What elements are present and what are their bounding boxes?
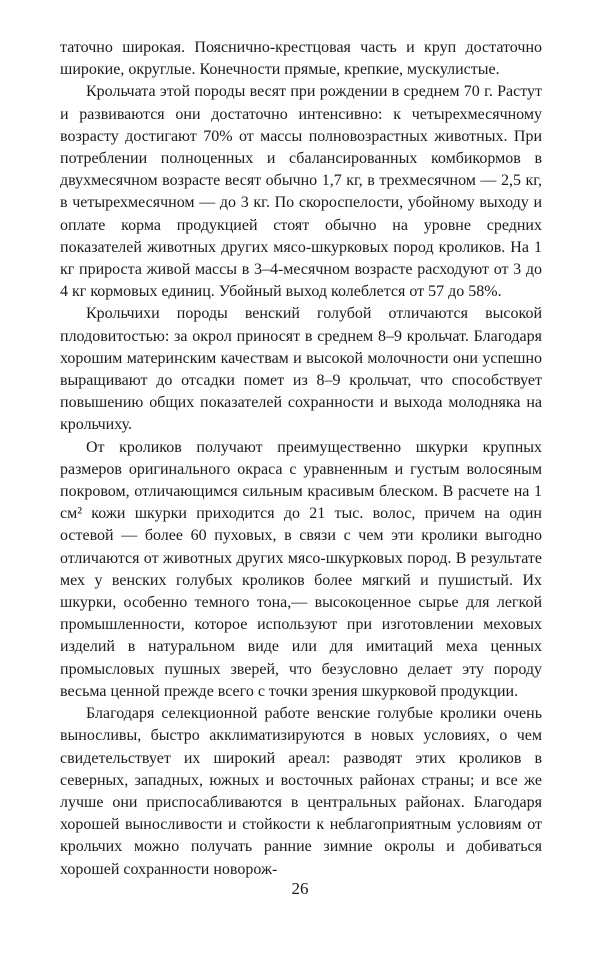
paragraph-pelts: От кроликов получают преимущественно шкурки крупных размеров оригинального окраса с уравненным и густым волосяным покровом, отличающимся сильным красивым блеском. В расчете на 1 см² кожи шкурки приходится до 21 тыс. волос, причем на один остевой — более 60 пуховых, в связи с чем эти кролики выгодно отличаются от животных других мясо-шкурковых пород. В результате мех у венских голубых кроликов более мягкий и пушистый. Их шкурки, особенно темного тона,— высокоценное сырье для легкой промышленности, которое используют при изготовлении меховых изделий в натуральном виде или для имитаций меха ценных промысловых пушных зверей, что безусловно делает эту породу весьма ценной прежде всего с точки зрения шкурковой продукции.: [60, 438, 542, 700]
paragraph-continued: таточно широкая. Пояснично-крестцовая часть и круп достаточно широкие, округлые. Конечности прямые, крепкие, мускулистые.: [60, 39, 542, 79]
paragraph-endurance: Благодаря селекционной работе венские голубые кролики очень выносливы, быстро акклиматизируются в новых условиях, о чем свидетельствует их широкий ареал: разводят этих кроликов в северных, западных, южных и восточных районах страны; и все же лучше они приспосабливаются в центральных районах. Благодаря хорошей выносливости и стойкости к неблагоприятным условиям от крольчих можно получать ранние зимние окролы и добиваться хорошей сохранности новорож-: [60, 705, 542, 878]
page-number: 26: [291, 879, 309, 898]
paragraph-rabbit-weight: Крольчата этой породы весят при рождении в среднем 70 г. Растут и развиваются они достаточно интенсивно: к четырехмесячному возрасту достигают 70% от массы полновозрастных животных. При потреблении полноценных и сбалансированных комбикормов в двухмесячном возрасте весят обычно 1,7 кг, в трехмесячном — 2,5 кг, в четырехмесячном — до 3 кг. По скороспелости, убойному выходу и оплате корма продукцией стоят обычно на уровне средних показателей животных других мясо-шкурковых пород кроликов. На 1 кг прироста живой массы в 3–4-месячном возрасте расходуют от 3 до 4 кг кормовых единиц. Убойный выход колеблется от 57 до 58%.: [60, 83, 542, 301]
body-text: [60, 37, 542, 881]
paragraph-fertility: Крольчихи породы венский голубой отличаются высокой плодовитостью: за окрол приносят в среднем 8–9 крольчат. Благодаря хорошим материнским качествам и высокой молочности они успешно выращивают до отсадки помет из 8–9 крольчат, что способствует повышению общих показателей сохранности и выхода молодняка на крольчиху.: [60, 305, 542, 434]
